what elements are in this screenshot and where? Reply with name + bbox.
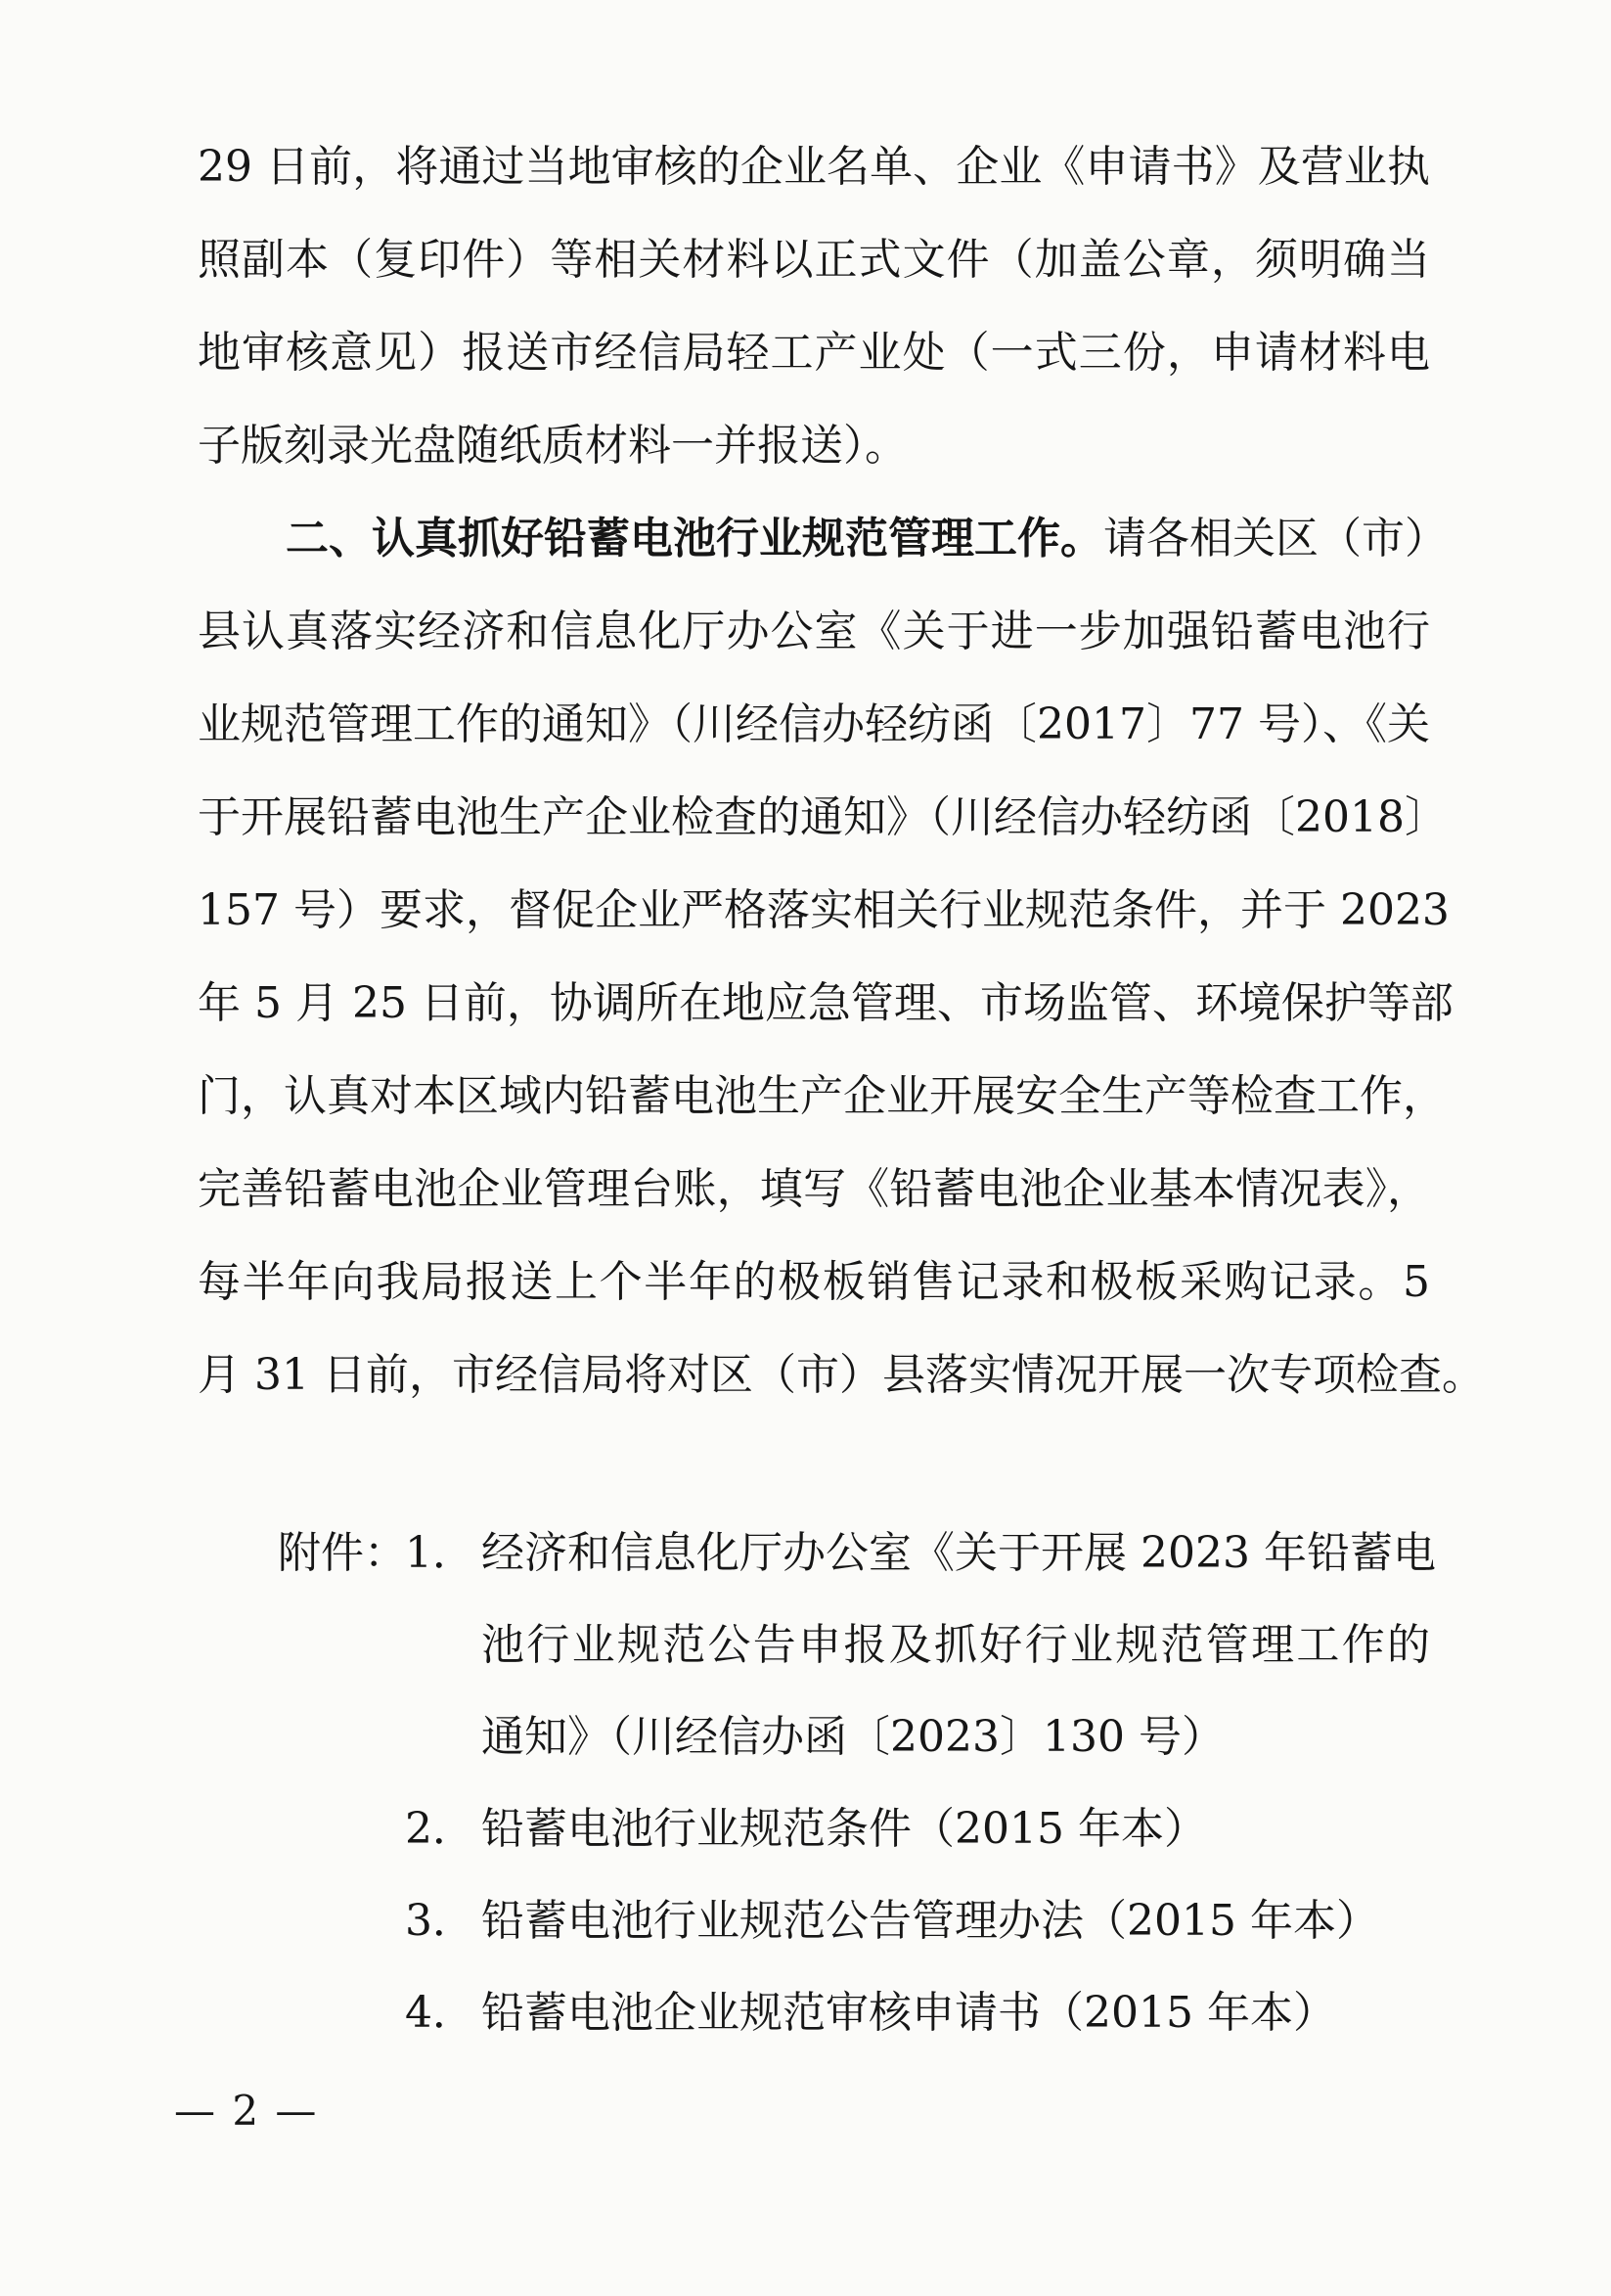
paragraph-1-line-2: 照副本（复印件）等相关材料以正式文件（加盖公章，须明确当 [198,235,1430,285]
attachment-2-line-1: 铅蓄电池行业规范条件（2015 年本） [481,1804,1207,1854]
section-2-line-5: 年 5 月 25 日前，协调所在地应急管理、市场监管、环境保护等部 [198,978,1454,1028]
attachment-2-number: 2． [405,1804,475,1854]
attachment-3-line-1: 铅蓄电池行业规范公告管理办法（2015 年本） [481,1896,1379,1946]
attachment-1-line-2: 池行业规范公告申报及抓好行业规范管理工作的 [481,1620,1430,1670]
section-2-line-2: 业规范管理工作的通知》（川经信办轻纺函〔2017〕77 号）、《关 [198,699,1430,749]
section-2-heading: 二、认真抓好铅蓄电池行业规范管理工作。 [286,514,1103,563]
attachment-1-number: 1． [405,1528,475,1578]
paragraph-1-line-3: 地审核意见）报送市经信局轻工产业处（一式三份，申请材料电 [198,328,1430,378]
section-2-line-8: 每半年向我局报送上个半年的极板销售记录和极板采购记录。5 [198,1257,1430,1307]
section-2-line-6: 门，认真对本区域内铅蓄电池生产企业开展安全生产等检查工作， [198,1071,1446,1121]
section-2-first-line [286,490,1448,588]
paragraph-1-line-4: 子版刻录光盘随纸质材料一并报送）。 [198,421,908,471]
attachment-1-line-3: 通知》（川经信办函〔2023〕130 号） [481,1712,1225,1762]
section-2-line-9: 月 31 日前，市经信局将对区（市）县落实情况开展一次专项检查。 [198,1350,1485,1400]
attachments-label: 附件： [278,1528,407,1578]
section-2-line-3: 于开展铅蓄电池生产企业检查的通知》（川经信办轻纺函〔2018〕 [198,792,1448,842]
attachment-1-line-1: 经济和信息化厅办公室《关于开展 2023 年铅蓄电 [481,1528,1436,1578]
section-2-line-1: 县认真落实经济和信息化厅办公室《关于进一步加强铅蓄电池行 [198,607,1430,656]
section-2-line-4: 157 号）要求，督促企业严格落实相关行业规范条件，并于 2023 [198,885,1450,935]
section-2-first-line-text: 请各相关区（市） [1103,514,1448,563]
page-number: — 2 — [174,2087,319,2135]
attachment-3-number: 3． [405,1896,475,1946]
attachment-4-number: 4． [405,1988,475,2038]
attachment-4-line-1: 铅蓄电池企业规范审核申请书（2015 年本） [481,1988,1336,2038]
section-2-line-7: 完善铅蓄电池企业管理台账，填写《铅蓄电池企业基本情况表》， [198,1164,1430,1214]
paragraph-1-line-1: 29 日前，将通过当地审核的企业名单、企业《申请书》及营业执 [198,142,1430,192]
